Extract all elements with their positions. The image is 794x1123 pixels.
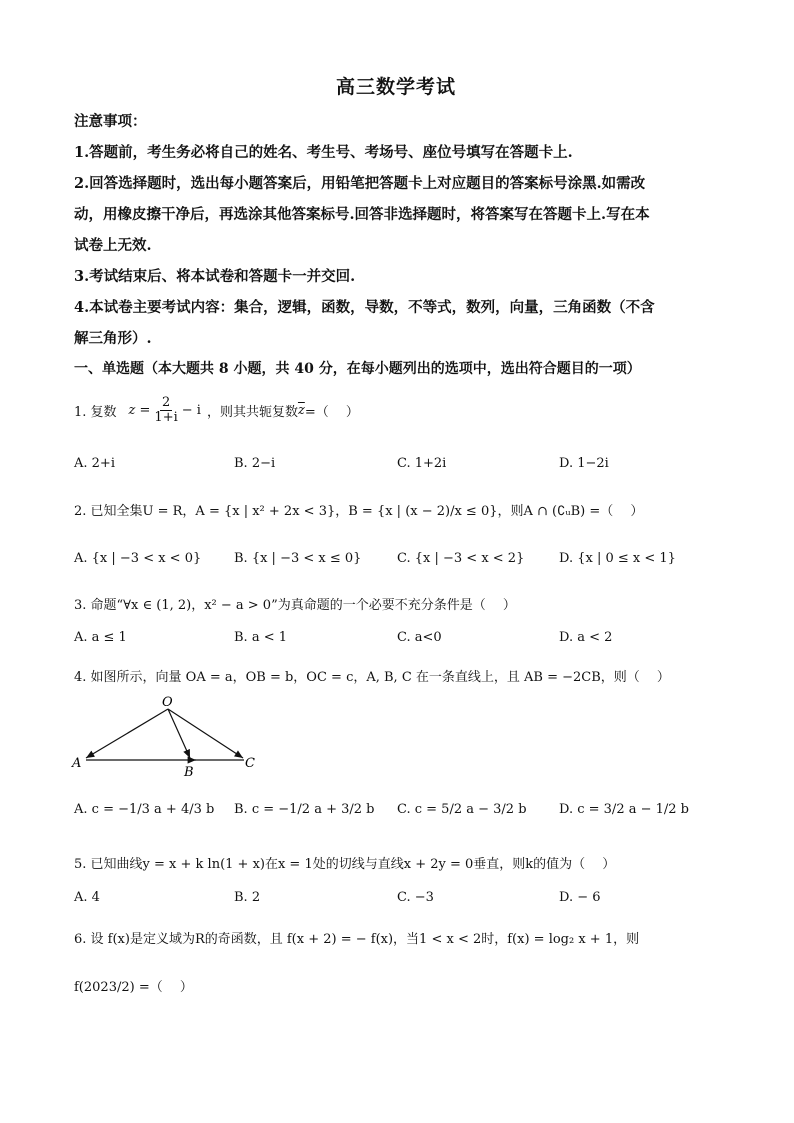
q5-option-a[interactable]: A. 4	[74, 890, 100, 905]
point-c-label: C	[245, 756, 255, 771]
question-1	[74, 396, 359, 424]
q1-eq: =（ ）	[304, 404, 359, 420]
question-2: 2. 已知全集U = R，A = {x | x² + 2x < 3}，B = {x | (x − 2)/x ≤ 0}，则A ∩ (∁ᵤB) =（ ）	[74, 504, 644, 519]
question-6: 6. 设 f(x)是定义域为R的奇函数，且 f(x + 2) = − f(x)，当1 < x < 2时，f(x) = log₂ x + 1，则	[74, 932, 640, 947]
notice-heading: 注意事项：	[74, 113, 147, 130]
q3-option-c[interactable]: C. a<0	[397, 630, 442, 645]
q4-option-d[interactable]: D. c = 3/2 a − 1/2 b	[559, 802, 689, 817]
q1-lead: 1. 复数	[74, 404, 117, 420]
q4-option-a[interactable]: A. c = −1/3 a + 4/3 b	[74, 802, 215, 817]
q4-option-b[interactable]: B. c = −1/2 a + 3/2 b	[234, 802, 375, 817]
q1-option-d[interactable]: D. 1−2i	[559, 456, 609, 471]
q3-option-d[interactable]: D. a < 2	[559, 630, 613, 645]
section-heading: 一、单选题（本大题共 8 小题，共 40 分，在每小题列出的选项中，选出符合题目的一项）	[74, 361, 641, 377]
point-a-label: A	[72, 756, 82, 771]
notice-line-2: 2.回答选择题时，选出每小题答案后，用铅笔把答题卡上对应题目的答案标号涂黑.如需改	[74, 175, 646, 192]
notice-line-5: 3.考试结束后、将本试卷和答题卡一并交回.	[74, 268, 356, 285]
q5-option-d[interactable]: D. − 6	[559, 890, 601, 905]
q1-fraction	[152, 396, 179, 424]
q1-z: z =	[128, 402, 151, 418]
point-b-label: B	[184, 765, 194, 779]
q1-option-c[interactable]: C. 1+2i	[397, 456, 447, 471]
q3-option-b[interactable]: B. a < 1	[234, 630, 287, 645]
q2-option-d[interactable]: D. {x | 0 ≤ x < 1}	[559, 551, 676, 566]
question-5: 5. 已知曲线y = x + k ln(1 + x)在x = 1处的切线与直线x + 2y = 0垂直，则k的值为（ ）	[74, 857, 616, 872]
q4-vector-figure	[70, 694, 270, 779]
notice-line-4: 试卷上无效.	[74, 237, 152, 254]
q2-option-c[interactable]: C. {x | −3 < x < 2}	[397, 551, 525, 566]
notice-line-6: 4.本试卷主要考试内容：集合，逻辑，函数，导数，不等式，数列，向量，三角函数（不含	[74, 299, 655, 316]
q1-denominator: 1+i	[154, 409, 178, 425]
q5-option-b[interactable]: B. 2	[234, 890, 261, 905]
q1-text2: ，则其共轭复数	[206, 404, 298, 420]
q1-tail: − i	[181, 402, 201, 418]
vector-oa-arrow	[86, 709, 168, 758]
notice-line-7: 解三角形）.	[74, 330, 152, 347]
question-4: 4. 如图所示，向量 OA = a，OB = b，OC = c，A, B, C 在一条直线上，且 AB = −2CB，则（ ）	[74, 670, 670, 685]
q1-option-a[interactable]: A. 2+i	[74, 456, 115, 471]
q4-option-c[interactable]: C. c = 5/2 a − 3/2 b	[397, 802, 527, 817]
page-title: 高三数学考试	[336, 76, 457, 98]
q2-option-a[interactable]: A. {x | −3 < x < 0}	[74, 551, 202, 566]
q1-numerator: 2	[161, 395, 171, 410]
notice-line-3: 动，用橡皮擦干净后，再选涂其他答案标号.回答非选择题时，将答案写在答题卡上.写在本	[74, 206, 650, 223]
point-o-label: O	[162, 695, 173, 710]
q1-option-b[interactable]: B. 2−i	[234, 456, 276, 471]
question-3: 3. 命题“∀x ∈ (1, 2)，x² − a > 0”为真命题的一个必要不充分条件是（ ）	[74, 598, 516, 613]
q1-zbar: $\overline{z}$	[297, 402, 305, 418]
notice-line-1: 1.答题前，考生务必将自己的姓名、考生号、考场号、座位号填写在答题卡上.	[74, 144, 573, 161]
q3-option-a[interactable]: A. a ≤ 1	[74, 630, 127, 645]
q5-option-c[interactable]: C. −3	[397, 890, 434, 905]
q2-option-b[interactable]: B. {x | −3 < x ≤ 0}	[234, 551, 362, 566]
q6-expression: f(2023/2) =（ ）	[74, 980, 193, 995]
